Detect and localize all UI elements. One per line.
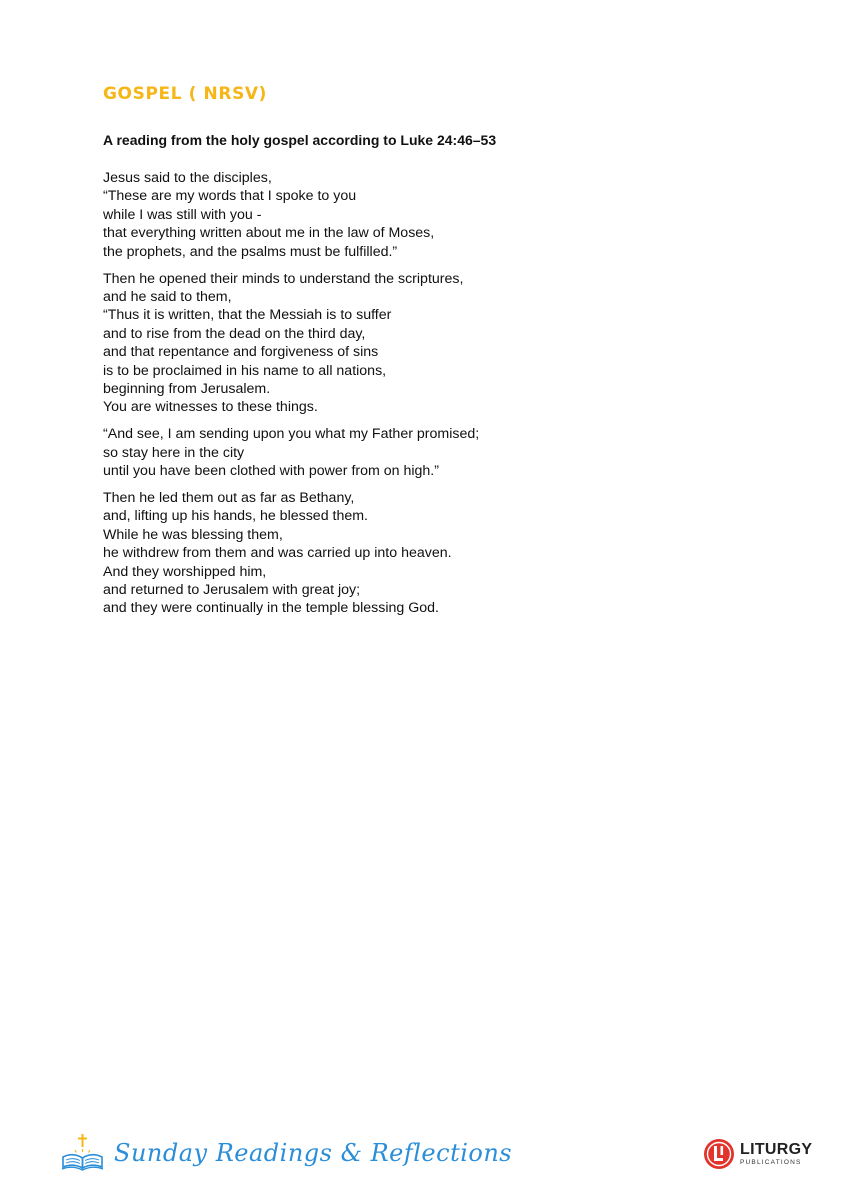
verse-line: until you have been clothed with power from on high.” (103, 463, 439, 480)
verse-line: is to be proclaimed in his name to all nations, (103, 362, 387, 379)
page-heading: GOSPEL ( NRSV) (103, 84, 268, 104)
publisher-mark (703, 1138, 812, 1170)
verse-line: And they worshipped him, (103, 563, 267, 580)
verse-line: and to rise from the dead on the third day, (103, 325, 366, 342)
verse-line: Then he led them out as far as Bethany, (103, 490, 355, 506)
footer-title: Sunday Readings & Reflections (114, 1138, 513, 1167)
verse-line: While he was blessing them, (103, 526, 283, 543)
verse-line: Then he opened their minds to understand the scriptures, (103, 270, 464, 287)
stanza (103, 425, 723, 480)
publisher-subtitle: PUBLICATIONS (740, 1158, 802, 1166)
reading-body (103, 169, 723, 626)
verse-line: he withdrew from them and was carried up into heaven. (103, 545, 452, 562)
verse-line: “Thus it is written, that the Messiah is to suffer (103, 307, 392, 324)
publisher-text (740, 1142, 812, 1167)
stanza (103, 270, 723, 417)
verse-line: that everything written about me in the law of Moses, (103, 225, 435, 242)
verse-line: and, lifting up his hands, he blessed them. (103, 508, 369, 525)
open-book-cross-icon (60, 1133, 106, 1173)
stanza (103, 169, 723, 261)
verse-line: beginning from Jerusalem. (103, 380, 271, 397)
verse-line: “These are my words that I spoke to you (103, 188, 357, 205)
verse-line: the prophets, and the psalms must be fulfilled.” (103, 243, 398, 260)
verse-line: while I was still with you - (103, 206, 262, 223)
stanza (103, 489, 723, 618)
reading-intro: A reading from the holy gospel according to Luke 24:46–53 (103, 132, 497, 148)
verse-line: You are witnesses to these things. (103, 399, 318, 416)
verse-line: and he said to them, (103, 288, 232, 305)
verse-line: and that repentance and forgiveness of sins (103, 344, 379, 361)
publisher-name: LITURGY (740, 1140, 813, 1158)
verse-line: “And see, I am sending upon you what my Father promised; (103, 426, 480, 443)
verse-line: so stay here in the city (103, 444, 245, 461)
verse-line: Jesus said to the disciples, (103, 170, 272, 186)
verse-line: and returned to Jerusalem with great joy; (103, 582, 361, 599)
verse-line: and they were continually in the temple blessing God. (103, 600, 439, 617)
footer-brand (60, 1130, 512, 1175)
liturgy-publications-logo (703, 1138, 735, 1170)
